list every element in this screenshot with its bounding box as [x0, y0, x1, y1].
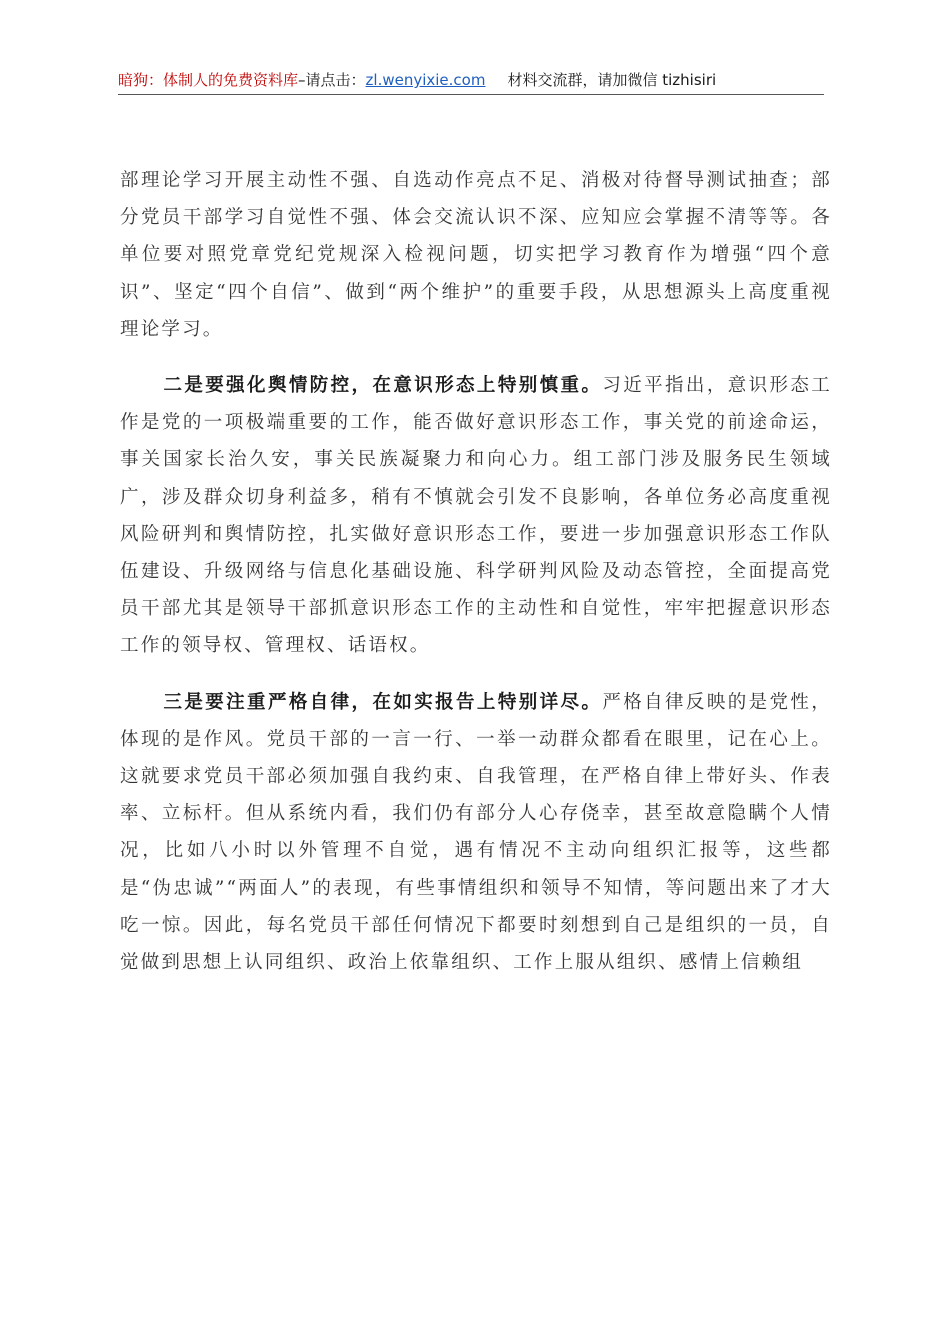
paragraph-text: 严格自律反映的是党性，体现的是作风。党员干部的一言一行、一举一动群众都看在眼里，记在心上。这就要求党员干部必须加强自我约束、自我管理，在严格自律上带好头、作表率、立标杆。但从系统内看，我们仍有部分人心存侥幸，甚至故意隐瞒个人情况，比如八小时以外管理不自觉，遇有情况不主动向组织汇报等，这些都是“伪忠诚”“两面人”的表现，有些事情组织和领导不知情，等问题出来了才大吃一惊。因此，每名党员干部任何情况下都要时刻想到自己是组织的一员，自觉做到思想上认同组织、政治上依靠组织、工作上服从组织、感情上信赖组 — [120, 691, 833, 974]
document-body — [120, 162, 832, 1000]
header-link[interactable]: zl.wenyixie.com — [365, 71, 486, 89]
paragraph-text: 部理论学习开展主动性不强、自选动作亮点不足、消极对待督导测试抽查；部分党员干部学习自觉性不强、体会交流认识不深、应知应会掌握不清等等。各单位要对照党章党纪党规深入检视问题，切实把学习教育作为增强“四个意识”、坚定“四个自信”、做到“两个维护”的重要手段，从思想源头上高度重视理论学习。 — [120, 170, 832, 340]
header-brand: 暗狗：体制人的免费资料库 — [118, 71, 299, 89]
paragraph-3 — [120, 684, 832, 982]
paragraph-heading: 三是要注重严格自律，在如实报告上特别详尽。 — [163, 691, 603, 713]
header-click-prefix: –请点击： — [298, 71, 366, 89]
paragraph-text: 习近平指出，意识形态工作是党的一项极端重要的工作，能否做好意识形态工作，事关党的前途命运，事关国家长治久安，事关民族凝聚力和向心力。组工部门涉及服务民生领域广，涉及群众切身利益多，稍有不慎就会引发不良影响，各单位务必高度重视风险研判和舆情防控，扎实做好意识形态工作，要进一步加强意识形态工作队伍建设、升级网络与信息化基础设施、科学研判风险及动态管控，全面提高党员干部尤其是领导干部抓意识形态工作的主动性和自觉性，牢牢把握意识形态工作的领导权、管理权、话语权。 — [120, 375, 833, 657]
header-divider — [118, 94, 824, 95]
paragraph-heading: 二是要强化舆情防控，在意识形态上特别慎重。 — [163, 375, 603, 397]
paragraph-1 — [120, 162, 832, 348]
paragraph-2 — [120, 367, 832, 665]
page-header — [118, 68, 824, 94]
header-contact: 材料交流群，请加微信 tizhisiri — [507, 71, 717, 89]
